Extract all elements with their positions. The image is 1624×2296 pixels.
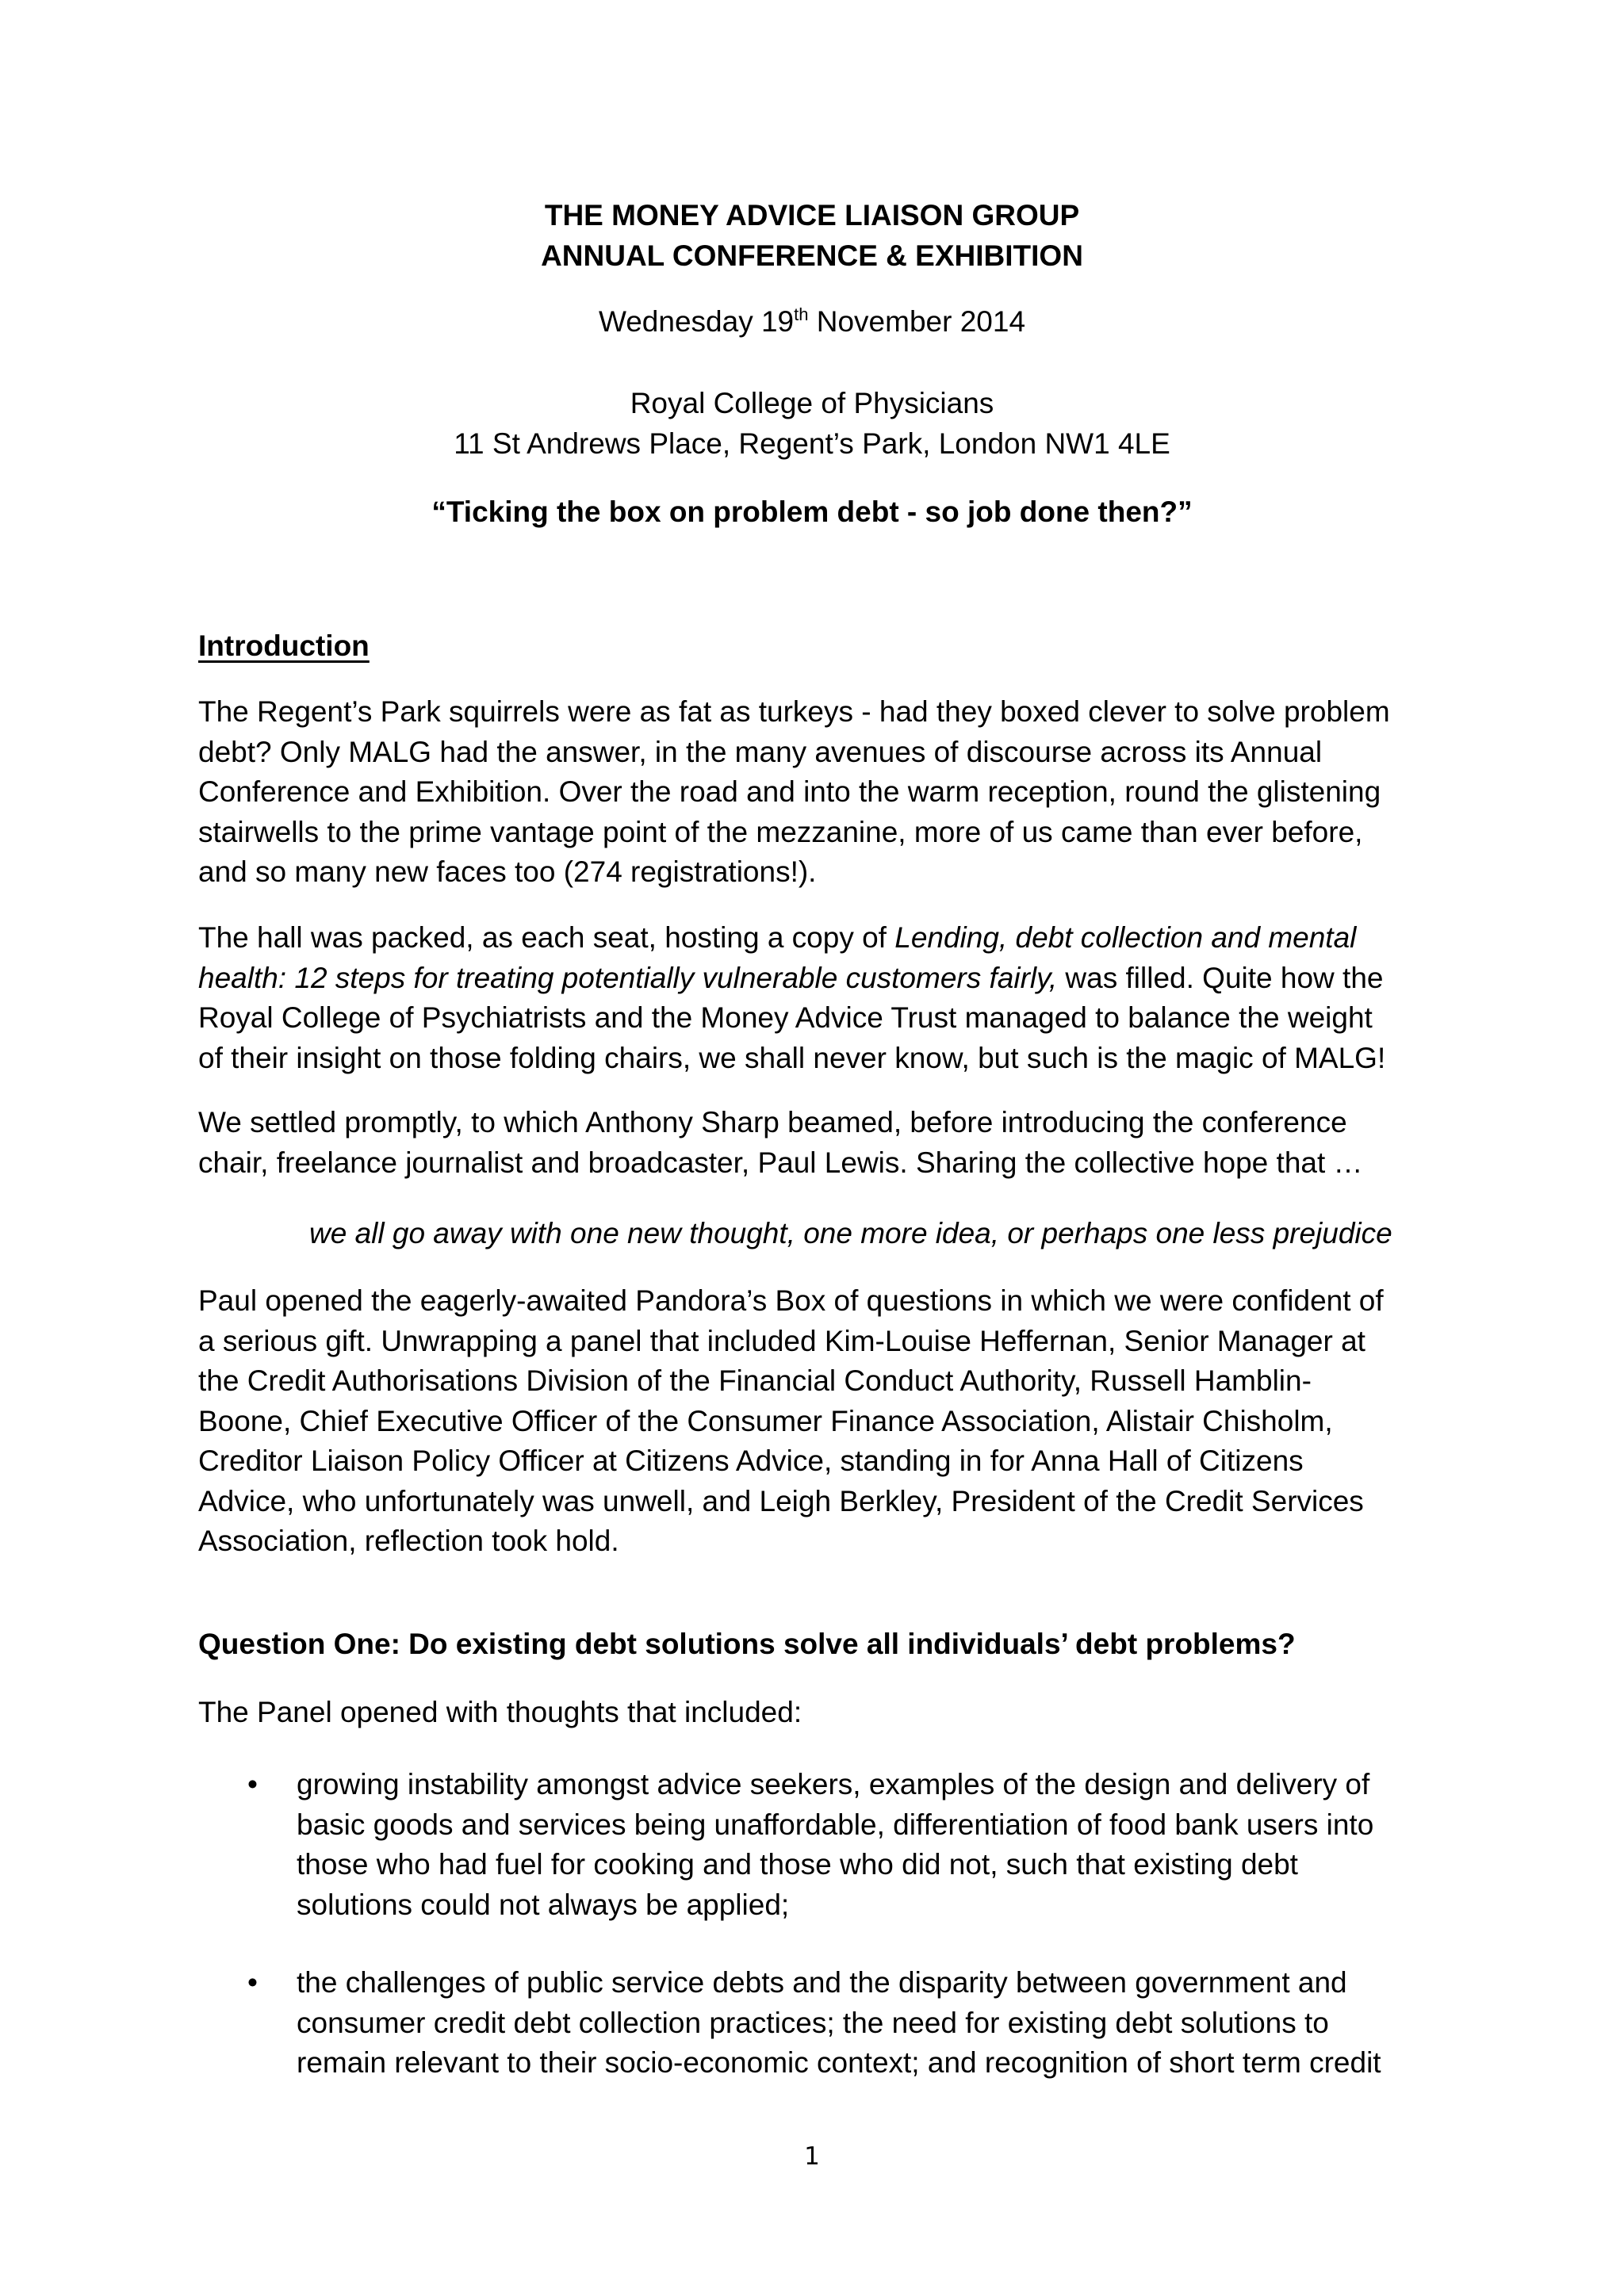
paragraph-line: Royal College of Psychiatrists and the Money Advice Trust managed to balance the weight bbox=[198, 1001, 1373, 1034]
bullet-text bbox=[297, 1963, 1381, 2084]
plain-text: The hall was packed, as each seat, hosting a copy of bbox=[198, 921, 895, 954]
paragraph-line: of their insight on those folding chairs, we shall never know, but such is the magic of MALG! bbox=[198, 1041, 1386, 1074]
introduction-heading bbox=[198, 626, 370, 666]
plain-text: was filled. Quite how the bbox=[1057, 961, 1384, 994]
introduction-paragraph-2 bbox=[198, 918, 1435, 1078]
paragraph-line bbox=[198, 918, 1435, 959]
paragraph-line: We settled promptly, to which Anthony Sharp beamed, before introducing the conference bbox=[198, 1106, 1347, 1138]
date-month-year: November 2014 bbox=[808, 305, 1026, 338]
bullet-line: remain relevant to their socio-economic context; and recognition of short term credit bbox=[297, 2046, 1381, 2079]
venue-address: 11 St Andrews Place, Regent’s Park, London NW1 4LE bbox=[454, 427, 1170, 460]
bullet-line: the challenges of public service debts and the disparity between government and bbox=[297, 1966, 1347, 1999]
bullet-line: growing instability amongst advice seekers, examples of the design and delivery of bbox=[297, 1768, 1370, 1800]
paragraph-line: Creditor Liaison Policy Officer at Citizens Advice, standing in for Anna Hall of Citizens bbox=[198, 1445, 1304, 1477]
bullet-line: basic goods and services being unaffordable, differentiation of food bank users into bbox=[297, 1808, 1374, 1841]
publication-title: Lending, debt collection and mental bbox=[894, 921, 1357, 954]
bullet-line: solutions could not always be applied; bbox=[297, 1888, 790, 1921]
paragraph-line: a serious gift. Unwrapping a panel that included Kim-Louise Heffernan, Senior Manager at bbox=[198, 1324, 1365, 1357]
bullet-line: consumer credit debt collection practices; the need for existing debt solutions to bbox=[297, 2006, 1329, 2039]
event-date bbox=[0, 301, 1624, 342]
introduction-paragraph-3 bbox=[198, 1103, 1435, 1183]
paragraph-line bbox=[198, 959, 1435, 999]
publication-title-cont: health: 12 steps for treating potentially vulnerable customers fairly, bbox=[198, 961, 1058, 994]
date-day: Wednesday 19 bbox=[598, 305, 795, 338]
venue-name: Royal College of Physicians bbox=[630, 387, 994, 419]
bullet-icon: • bbox=[247, 1768, 258, 1800]
introduction-paragraph-1 bbox=[198, 692, 1435, 893]
paragraph-line: chair, freelance journalist and broadcaster, Paul Lewis. Sharing the collective hope that … bbox=[198, 1146, 1363, 1179]
conference-theme: “Ticking the box on problem debt - so job done then?” bbox=[431, 496, 1193, 528]
bullet-line: those who had fuel for cooking and those who did not, such that existing debt bbox=[297, 1848, 1298, 1881]
paragraph-line: Paul opened the eagerly-awaited Pandora’s Box of questions in which we were confident of bbox=[198, 1284, 1384, 1317]
bullet-text bbox=[297, 1765, 1373, 1925]
title-block bbox=[0, 195, 1624, 276]
question-one-lead: The Panel opened with thoughts that included: bbox=[198, 1696, 802, 1728]
pull-quote: we all go away with one new thought, one more idea, or perhaps one less prejudice bbox=[309, 1217, 1392, 1249]
paragraph-line: Association, reflection took hold. bbox=[198, 1525, 619, 1557]
page-number: 1 bbox=[804, 2142, 820, 2171]
paragraph-line: debt? Only MALG had the answer, in the many avenues of discourse across its Annual bbox=[198, 735, 1323, 768]
paragraph-line: the Credit Authorisations Division of the Financial Conduct Authority, Russell Hamblin- bbox=[198, 1364, 1312, 1397]
venue-block bbox=[0, 383, 1624, 464]
paragraph-line: and so many new faces too (274 registrations!). bbox=[198, 855, 817, 888]
date-ordinal: th bbox=[794, 304, 809, 324]
bullet-icon: • bbox=[247, 1966, 258, 1999]
paragraph-line: Conference and Exhibition. Over the road and into the warm reception, round the glistening bbox=[198, 775, 1381, 808]
paragraph-line: stairwells to the prime vantage point of the mezzanine, more of us came than ever before, bbox=[198, 815, 1363, 848]
introduction-heading-text: Introduction bbox=[198, 629, 370, 662]
paragraph-line: Advice, who unfortunately was unwell, and Leigh Berkley, President of the Credit Services bbox=[198, 1484, 1364, 1517]
introduction-paragraph-4 bbox=[198, 1281, 1435, 1562]
question-one-heading: Question One: Do existing debt solutions solve all individuals’ debt problems? bbox=[198, 1628, 1296, 1660]
organisation-title: THE MONEY ADVICE LIAISON GROUP bbox=[544, 199, 1080, 232]
event-title: ANNUAL CONFERENCE & EXHIBITION bbox=[541, 239, 1083, 272]
paragraph-line: The Regent’s Park squirrels were as fat as turkeys - had they boxed clever to solve problem bbox=[198, 695, 1390, 728]
paragraph-line: Boone, Chief Executive Officer of the Consumer Finance Association, Alistair Chisholm, bbox=[198, 1404, 1333, 1437]
